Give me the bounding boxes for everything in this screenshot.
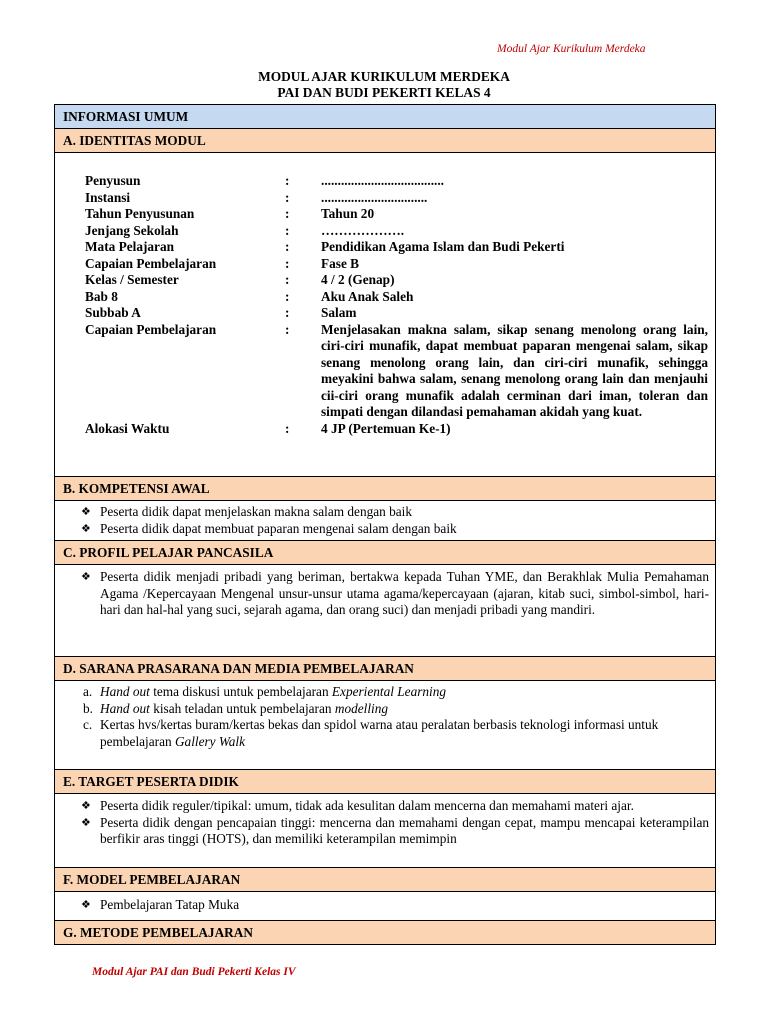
ident-row-tahun bbox=[55, 206, 715, 223]
ident-label: Bab 8 bbox=[85, 288, 118, 304]
diamond-bullet-icon: ❖ bbox=[81, 571, 91, 583]
ident-value: Aku Anak Saleh bbox=[321, 288, 414, 304]
document-title bbox=[54, 69, 714, 101]
title-line-1: MODUL AJAR KURIKULUM MERDEKA bbox=[258, 69, 510, 84]
ident-value: ………………. bbox=[321, 222, 405, 238]
sarana-content bbox=[55, 680, 715, 769]
section-target-peserta: E. TARGET PESERTA DIDIK bbox=[55, 769, 715, 793]
list-item bbox=[55, 504, 715, 521]
list-item-emphasis: Hand out bbox=[100, 684, 150, 699]
list-item bbox=[55, 815, 715, 848]
ident-row-alokasi bbox=[55, 421, 715, 438]
section-profil-pancasila: C. PROFIL PELAJAR PANCASILA bbox=[55, 540, 715, 564]
ident-label: Kelas / Semester bbox=[85, 272, 179, 287]
list-item-text: Peserta didik menjadi pribadi yang beriman, bertakwa kepada Tuhan YME, dan Berakhlak Mulia Pemahaman Agama /Kepercayaan Mengenal unsur-unsur utama agama/kepercayaan (ajaran, kitab suci, simbol-simbol, hari-hari dan hal-hal yang suci, sejarah agama, dan orang suci) dan menjadi pribadi yang mandiri. bbox=[100, 569, 709, 617]
list-item-text: Peserta didik dapat menjelaskan makna salam dengan baik bbox=[100, 504, 413, 519]
ident-value: 4 JP (Pertemuan Ke-1) bbox=[321, 420, 451, 436]
diamond-bullet-icon: ❖ bbox=[81, 506, 91, 518]
ident-colon: : bbox=[285, 272, 290, 287]
ident-colon: : bbox=[285, 239, 290, 254]
diamond-bullet-icon: ❖ bbox=[81, 522, 91, 535]
section-metode-pembelajaran: G. METODE PEMBELAJARAN bbox=[55, 920, 715, 944]
target-content bbox=[55, 793, 715, 867]
ident-colon: : bbox=[285, 420, 290, 436]
ident-value: ................................ bbox=[321, 189, 428, 205]
footer-note: Modul Ajar PAI dan Budi Pekerti Kelas IV bbox=[92, 966, 296, 978]
list-number: b. bbox=[83, 700, 93, 716]
section-informasi-umum: INFORMASI UMUM bbox=[55, 105, 715, 128]
list-item bbox=[55, 701, 715, 718]
section-identitas-modul: A. IDENTITAS MODUL bbox=[55, 128, 715, 152]
ident-value: Fase B bbox=[321, 255, 360, 271]
ident-value: Tahun 20 bbox=[321, 206, 375, 221]
list-item-emphasis: modelling bbox=[334, 700, 389, 716]
ident-value: Pendidikan Agama Islam dan Budi Pekerti bbox=[321, 239, 565, 254]
list-item-emphasis: Gallery Walk bbox=[174, 733, 245, 749]
ident-colon: : bbox=[285, 305, 290, 320]
profil-content bbox=[55, 564, 715, 656]
list-item bbox=[55, 717, 715, 750]
list-number: a. bbox=[83, 684, 93, 699]
list-item-text: Pembelajaran Tatap Muka bbox=[100, 897, 240, 912]
list-item bbox=[55, 569, 715, 619]
ident-label: Tahun Penyusunan bbox=[85, 206, 195, 221]
header-note: Modul Ajar Kurikulum Merdeka bbox=[497, 43, 646, 55]
list-item bbox=[55, 897, 715, 914]
model-content bbox=[55, 891, 715, 920]
ident-row-kelas bbox=[55, 272, 715, 289]
title-line-2: PAI DAN BUDI PEKERTI KELAS 4 bbox=[277, 85, 491, 100]
ident-row-instansi bbox=[55, 190, 715, 207]
ident-label: Mata Pelajaran bbox=[85, 239, 174, 254]
ident-label: Alokasi Waktu bbox=[85, 420, 170, 436]
list-number: c. bbox=[83, 717, 93, 732]
list-item bbox=[55, 521, 715, 538]
ident-colon: : bbox=[285, 206, 290, 221]
list-item-emphasis: Hand out bbox=[100, 700, 150, 716]
list-item-text: tema diskusi untuk pembelajaran bbox=[149, 684, 332, 699]
ident-value: Salam bbox=[321, 305, 357, 320]
ident-row-mapel bbox=[55, 239, 715, 256]
ident-label: Capaian Pembelajaran bbox=[85, 255, 217, 271]
kompetensi-content bbox=[55, 500, 715, 540]
ident-row-bab bbox=[55, 289, 715, 306]
ident-label: Capaian Pembelajaran bbox=[85, 321, 217, 337]
ident-row-subbab bbox=[55, 305, 715, 322]
list-item-text: Peserta didik dengan pencapaian tinggi: mencerna dan memahami dengan cepat, mampu mencapai keterampilan berfikir aras tinggi (HOTS), dan memiliki keterampilan memimpin bbox=[100, 814, 709, 846]
list-item bbox=[55, 684, 715, 701]
ident-label: Jenjang Sekolah bbox=[85, 222, 179, 238]
list-item-text: Peserta didik dapat membuat paparan mengenai salam dengan baik bbox=[100, 520, 457, 536]
ident-value: ..................................... bbox=[321, 173, 444, 188]
ident-colon: : bbox=[285, 189, 290, 205]
ident-colon: : bbox=[285, 255, 290, 271]
ident-row-penyusun bbox=[55, 173, 715, 190]
diamond-bullet-icon: ❖ bbox=[81, 816, 91, 829]
ident-label: Subbab A bbox=[85, 305, 141, 320]
identitas-content bbox=[55, 152, 715, 476]
list-item-emphasis: Experiental Learning bbox=[331, 684, 447, 699]
section-kompetensi-awal: B. KOMPETENSI AWAL bbox=[55, 476, 715, 500]
ident-colon: : bbox=[285, 321, 290, 337]
section-model-pembelajaran: F. MODEL PEMBELAJARAN bbox=[55, 867, 715, 891]
list-item-text: Peserta didik reguler/tipikal: umum, tidak ada kesulitan dalam mencerna dan memahami materi ajar. bbox=[100, 798, 634, 813]
ident-row-capaian-fase bbox=[55, 256, 715, 273]
section-sarana-prasarana: D. SARANA PRASARANA DAN MEDIA PEMBELAJARAN bbox=[55, 656, 715, 680]
list-item-text: kisah teladan untuk pembelajaran bbox=[149, 700, 335, 716]
ident-row-capaian bbox=[55, 322, 715, 421]
list-item-text: Kertas hvs/kertas buram/kertas bekas dan spidol warna atau peralatan berbasis teknologi informasi untuk pembelajaran bbox=[100, 717, 659, 749]
diamond-bullet-icon: ❖ bbox=[81, 899, 91, 911]
ident-label: Penyusun bbox=[85, 173, 141, 188]
ident-label: Instansi bbox=[85, 189, 131, 205]
ident-value: 4 / 2 (Genap) bbox=[321, 272, 395, 287]
ident-colon: : bbox=[285, 288, 290, 304]
diamond-bullet-icon: ❖ bbox=[81, 800, 91, 812]
ident-value: Menjelasakan makna salam, sikap senang menolong orang lain, ciri-ciri munafik, dapat membuat paparan mengenai salam, sikap senang menolong orang lain, dan ciri-ciri munafik, sehingga meyakini bahwa salam, senang menolong orang lain dan menjauhi cii-ciri orang munafik adalah cerminan dari iman, toleran dan simpati dengan dilandasi pemahaman akidah yang kuat. bbox=[321, 321, 708, 419]
module-table bbox=[54, 104, 716, 945]
list-item bbox=[55, 798, 715, 815]
ident-row-jenjang bbox=[55, 223, 715, 240]
ident-colon: : bbox=[285, 173, 290, 188]
ident-colon: : bbox=[285, 222, 290, 238]
